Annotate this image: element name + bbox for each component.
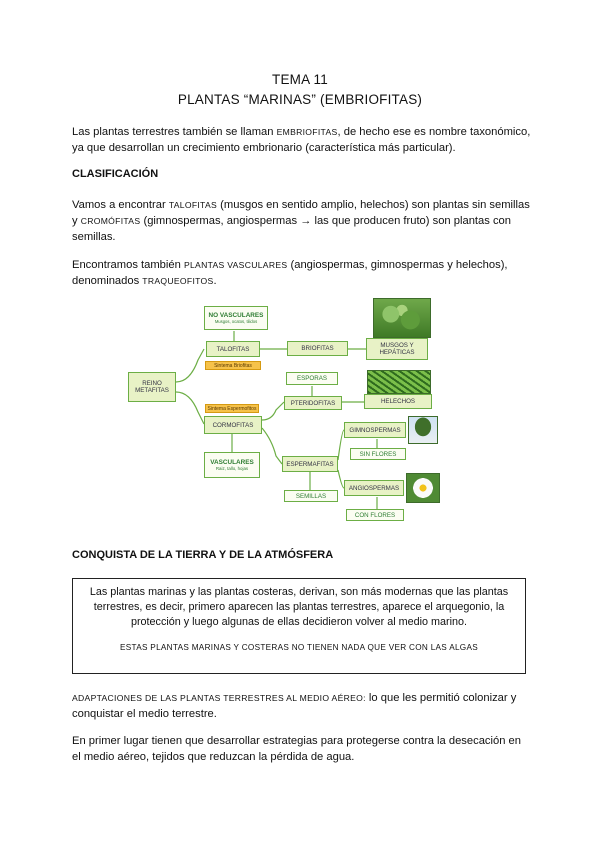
moss-photo (373, 298, 431, 338)
node-musgos-hepaticas: MUSGOS Y HEPÁTICAS (366, 338, 428, 360)
tag-sintema-briofitas: Sintema Briofitas (205, 361, 261, 370)
connector-root-cormofitas (176, 392, 204, 424)
node-helechos: HELECHOS (364, 394, 432, 409)
connector-root-talofitas (176, 349, 204, 382)
node-briofitas: BRIOFITAS (287, 341, 348, 356)
final-paragraph: En primer lugar tienen que desarrollar estrategias para protegerse contra la desecación en el medio aéreo, tejidos que reduzcan la pérdida de agua. (72, 735, 522, 763)
conifer-photo (408, 416, 438, 444)
section-heading-conquista: CONQUISTA DE LA TIERRA Y DE LA ATMÓSFERA (72, 549, 334, 561)
node-con-flores: CON FLORES (346, 509, 404, 521)
page-subtitle: PLANTAS “MARINAS” (EMBRIOFITAS) (177, 92, 423, 107)
tag-sintema-espermofitos: Sintema Espermofitos (205, 404, 259, 413)
node-vasculares: VASCULARES Raiz, tallo, hojas (204, 452, 260, 478)
node-pteridofitas: PTERIDOFITAS (284, 396, 342, 410)
node-semillas: SEMILLAS (284, 490, 338, 502)
adaptaciones-paragraph: ADAPTACIONES DE LAS PLANTAS TERRESTRES AL MEDIO AÉREO: lo que les permitió colonizar y conquistar el medio terrestre. (72, 692, 517, 720)
node-sin-flores: SIN FLORES (350, 448, 406, 460)
intro-paragraph: Las plantas terrestres también se llaman EMBRIOFITAS, de hecho ese es nombre taxonómico, ya que desarrollan un crecimiento embrionario (característica más particular). (72, 126, 531, 154)
node-reino-metafitas: REINO METAFITAS (128, 372, 176, 402)
node-no-vasculares: NO VASCULARES Musgos, ocatos, tilidos (204, 306, 268, 330)
callout-note: ESTAS PLANTAS MARINAS Y COSTERAS NO TIENEN NADA QUE VER CON LAS ALGAS (120, 643, 478, 652)
node-gimnospermas: GIMNOSPERMAS (344, 422, 406, 438)
page-title: TEMA 11 (272, 72, 328, 87)
clasificacion-paragraph-2: Encontramos también PLANTAS VASCULARES (angiospermas, gimnospermas y helechos), denominados TRAQUEOFITOS. (72, 259, 508, 287)
fern-photo (367, 370, 431, 394)
clasificacion-paragraph-1: Vamos a encontrar TALOFITAS (musgos en sentido amplio, helechos) son plantas sin semillas y CROMÓFITAS (gimnospermas, angiospermas → las que producen fruto) son plantas con semillas. (72, 199, 530, 243)
node-espermafitas: ESPERMAFITAS (282, 456, 338, 472)
callout-box (72, 578, 526, 674)
node-esporas: ESPORAS (286, 372, 338, 385)
node-cormofitas: CORMOFITAS (204, 416, 262, 434)
daisy-photo (406, 473, 440, 503)
section-heading-clasificacion: CLASIFICACIÓN (72, 168, 159, 180)
node-talofitas: TALOFITAS (206, 341, 260, 357)
connector-cormofitas-pterido (262, 402, 284, 420)
callout-text: Las plantas marinas y las plantas costeras, derivan, son más modernas que las plantas terrestres, es decir, primero aparecen las plantas terrestres, aparece el arquegonio, la protección y luego algunas de ellas decidieron volver al medio marino. (89, 586, 509, 628)
node-angiospermas: ANGIOSPERMAS (344, 480, 404, 496)
connector-cormofitas-esperma (262, 428, 282, 464)
